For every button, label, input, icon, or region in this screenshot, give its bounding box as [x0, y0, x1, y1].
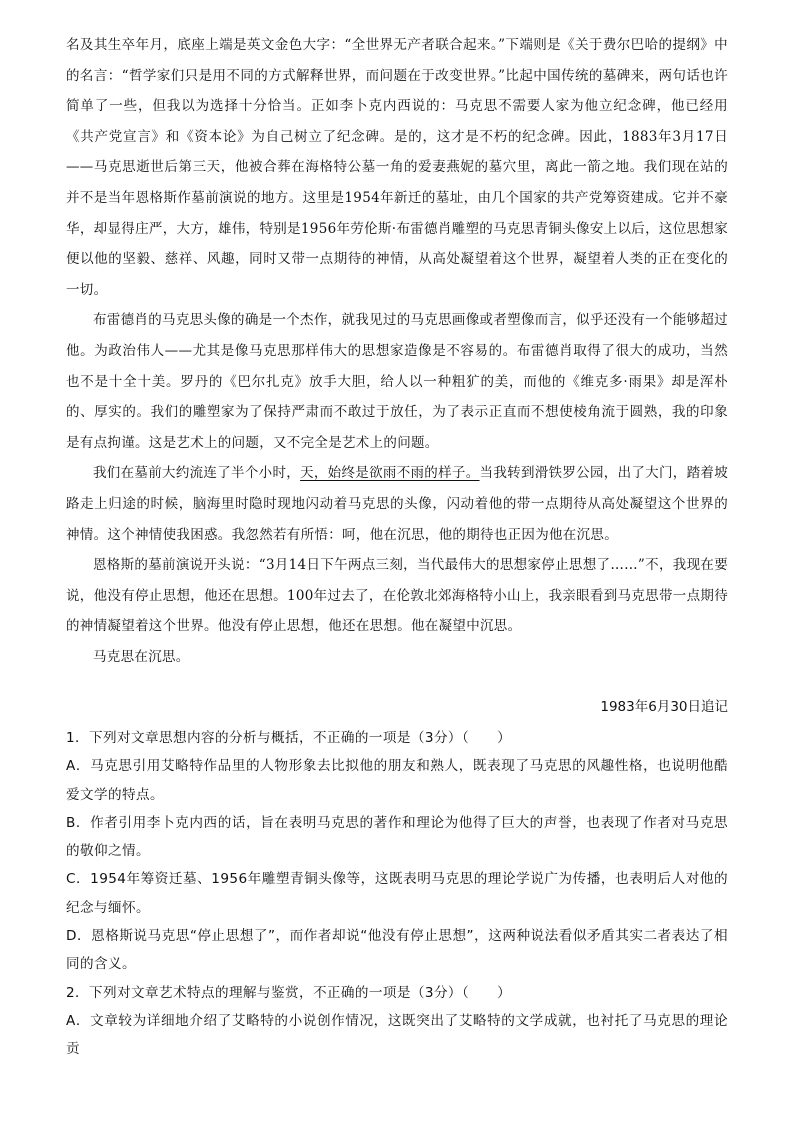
essay-paragraph-3: [66, 458, 728, 550]
underlined-sentence: 天，始终是欲雨不雨的样子。: [300, 465, 480, 482]
question-2-option-a: A．文章较为详细地介绍了艾略特的小说创作情况，这既突出了艾略特的文学成就，也衬托了马克思的理论贡: [66, 1012, 728, 1058]
question-1-option-a: A．马克思引用艾略特作品里的人物形象去比拟他的朋友和熟人，既表现了马克思的风趣性格，也说明他酷爱文学的特点。: [66, 758, 728, 803]
question-section: [66, 724, 728, 1064]
essay-paragraph-1: 名及其生卒年月，底座上端是英文金色大字：“全世界无产者联合起来。”下端则是《关于费尔巴哈的提纲》中的名言：“哲学家们只是用不同的方式解释世界，而问题在于改变世界。”比起中国传统的墓碑来，两句话也许简单了一些，但我以为选择十分恰当。正如李卜克内西说的：马克思不需要人家为他立纪念碑，他已经用《共产党宣言》和《资本论》为自己树立了纪念碑。是的，这才是不朽的纪念碑。因此，1883年3月17日——马克思逝世后第三天，他被合葬在海格特公墓一角的爱妻燕妮的墓穴里，离此一箭之地。我们现在站的并不是当年恩格斯作墓前演说的地方。这里是1954年新迁的墓址，由几个国家的共产党筹资建成。它并不豪华，却显得庄严，大方，雄伟，特别是1956年劳伦斯·布雷德肖雕塑的马克思青铜头像安上以后，这位思想家便以他的坚毅、慈祥、风趣，同时又带一点期待的神情，从高处凝望着这个世界，凝望着人类的正在变化的一切。: [66, 37, 728, 298]
essay-paragraph-2: 布雷德肖的马克思头像的确是一个杰作，就我见过的马克思画像或者塑像而言，似乎还没有一个能够超过他。为政治伟人——尤其是像马克思那样伟大的思想家造像是不容易的。布雷德肖取得了很大的成功，当然也不是十全十美。罗丹的《巴尔扎克》放手大胆，给人以一种粗犷的美，而他的《维克多·雨果》却是浑朴的、厚实的。我们的雕塑家为了保持严肃而不敢过于放任，为了表示正直而不想使棱角流于圆熟，我的印象是有点拘谨。这是艺术上的问题，又不完全是艺术上的问题。: [66, 312, 728, 451]
question-2-stem: 2．下列对文章艺术特点的理解与鉴赏，不正确的一项是（3分）（ ）: [66, 984, 512, 1001]
essay-paragraph-5: 马克思在沉思。: [93, 648, 190, 665]
essay-paragraph-4: 恩格斯的墓前演说开头说：“3月14日下午两点三刻，当代最伟大的思想家停止思想了……”不，我现在要说，他没有停止思想，他还在思想。100年过去了，在伦敦北郊海格特小山上，我亲眼看到马克思带一点期待的神情凝望着这个世界。他没有停止思想，他还在思想。他在凝望中沉思。: [66, 557, 728, 635]
essay-paragraph-3-end: 当我转到滑铁罗公园，出了大门，踏着坡路走上归途的时候，脑海里时隐时现地闪动着马克思的头像，闪动着他的带一点期待从高处凝望这个世界的神情。这个神情使我困惑。我忽然若有所悟：呵，他在沉思，他的期待也正因为他在沉思。: [66, 465, 729, 543]
essay-paragraph-3-start: 我们在墓前大约流连了半个小时，: [93, 465, 301, 482]
question-1-option-d: D．恩格斯说马克思“停止思想了”，而作者却说“他没有停止思想”，这两种说法看似矛盾其实二者表达了相同的含义。: [66, 928, 728, 973]
question-1-option-c: C．1954年筹资迁墓、1956年雕塑青铜头像等，这既表明马克思的理论学说广为传播，也表明后人对他的纪念与缅怀。: [66, 871, 728, 916]
essay-date: 1983年6月30日追记: [600, 699, 728, 715]
question-1-stem: 1．下列对文章思想内容的分析与概括，不正确的一项是（3分）（ ）: [66, 730, 512, 746]
essay-body: [66, 30, 728, 672]
question-1-option-b: B．作者引用李卜克内西的话，旨在表明马克思的著作和理论为他得了巨大的声誉，也表现了作者对马克思的敬仰之情。: [66, 814, 728, 860]
